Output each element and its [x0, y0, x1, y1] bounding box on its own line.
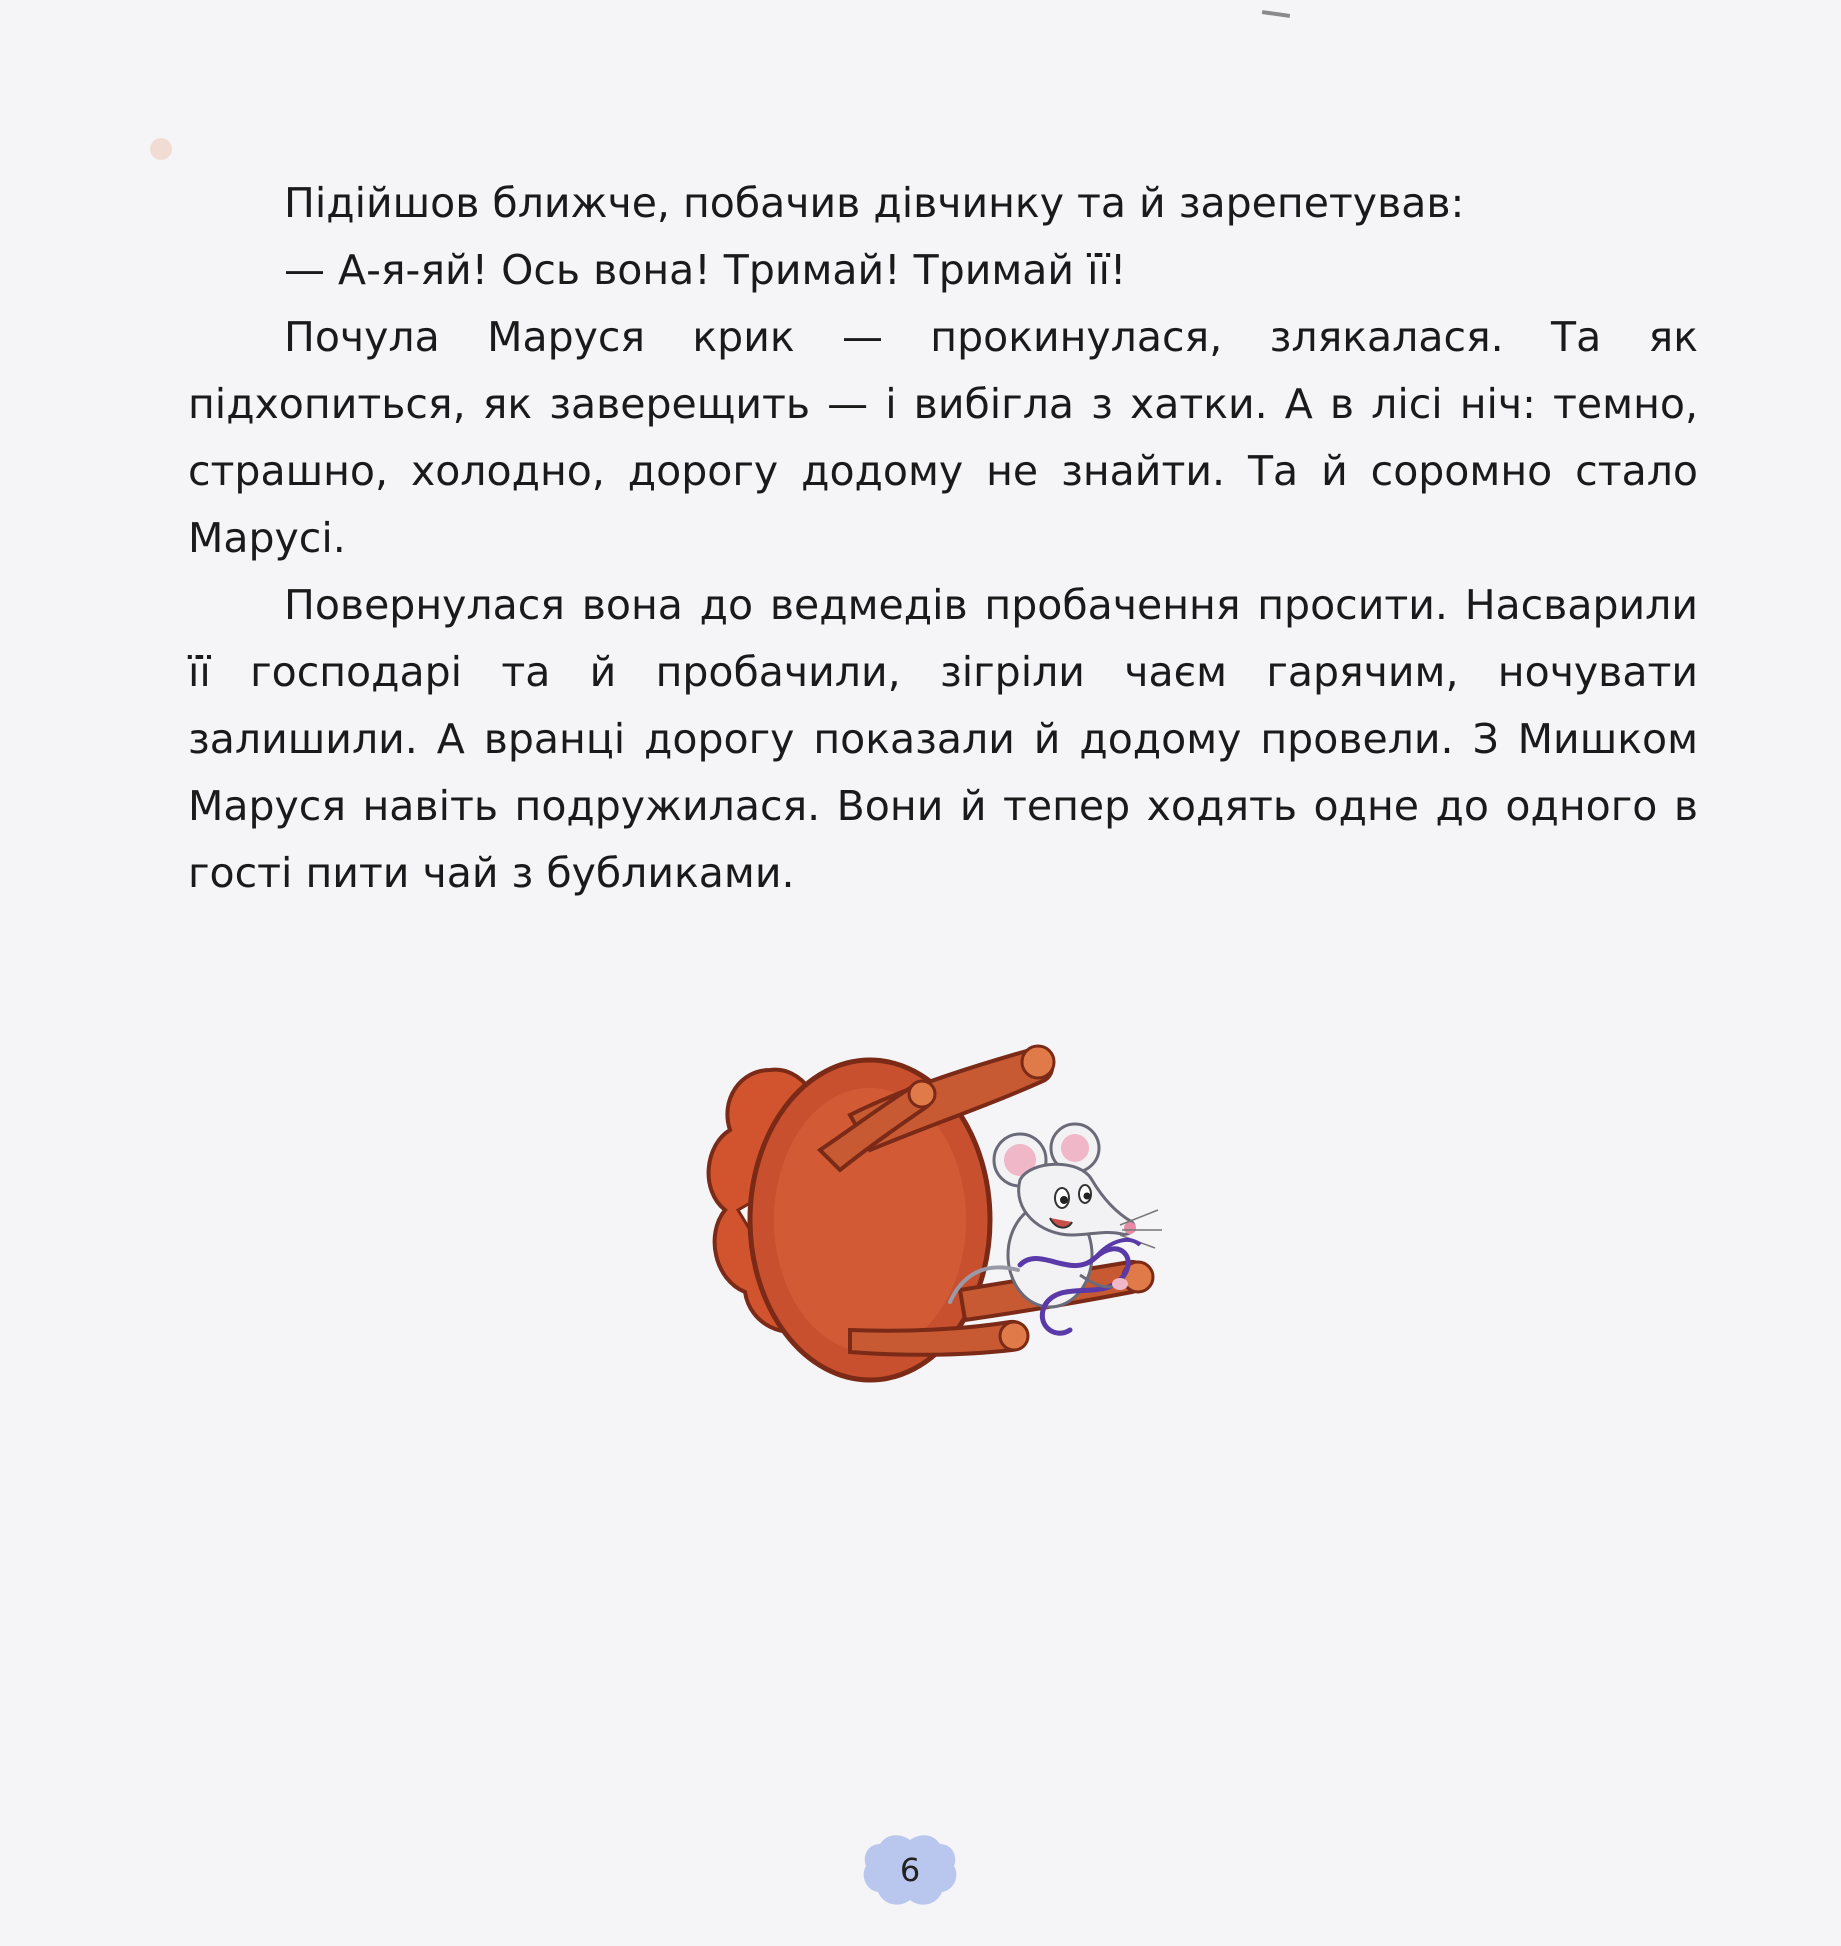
page-number: 6 [899, 1851, 921, 1889]
mouse-head [1019, 1164, 1134, 1235]
paragraph-2: — А-я-яй! Ось вона! Тримай! Тримай її! [284, 246, 1127, 294]
paragraph-3: Почула Маруся крик — прокинулася, злякалася. Та як підхопиться, як заверещить — і вибігла з хатки. А в лісі ніч: темно, страшно, холодно, дорогу додому не знайти. Та й соромно стало Марусі. [188, 313, 1698, 562]
scan-mark [1262, 10, 1290, 18]
paragraph-1: Підійшов ближче, побачив дівчинку та й зарепетував: [284, 179, 1465, 227]
story-text [188, 170, 1698, 907]
page-number-badge [860, 1830, 960, 1910]
paragraph-4: Повернулася вона до ведмедів пробачення просити. Насварили її господарі та й пробачили, зігріли чаєм гарячим, ночувати залишили. А вранці дорогу показали й додому провели. З Мишком Маруся навіть подружилася. Вони й тепер ходять одне до одного в гості пити чай з бубликами. [188, 581, 1698, 897]
mouse-with-fallen-chair-icon [700, 1030, 1180, 1430]
paper-spot [150, 138, 172, 160]
